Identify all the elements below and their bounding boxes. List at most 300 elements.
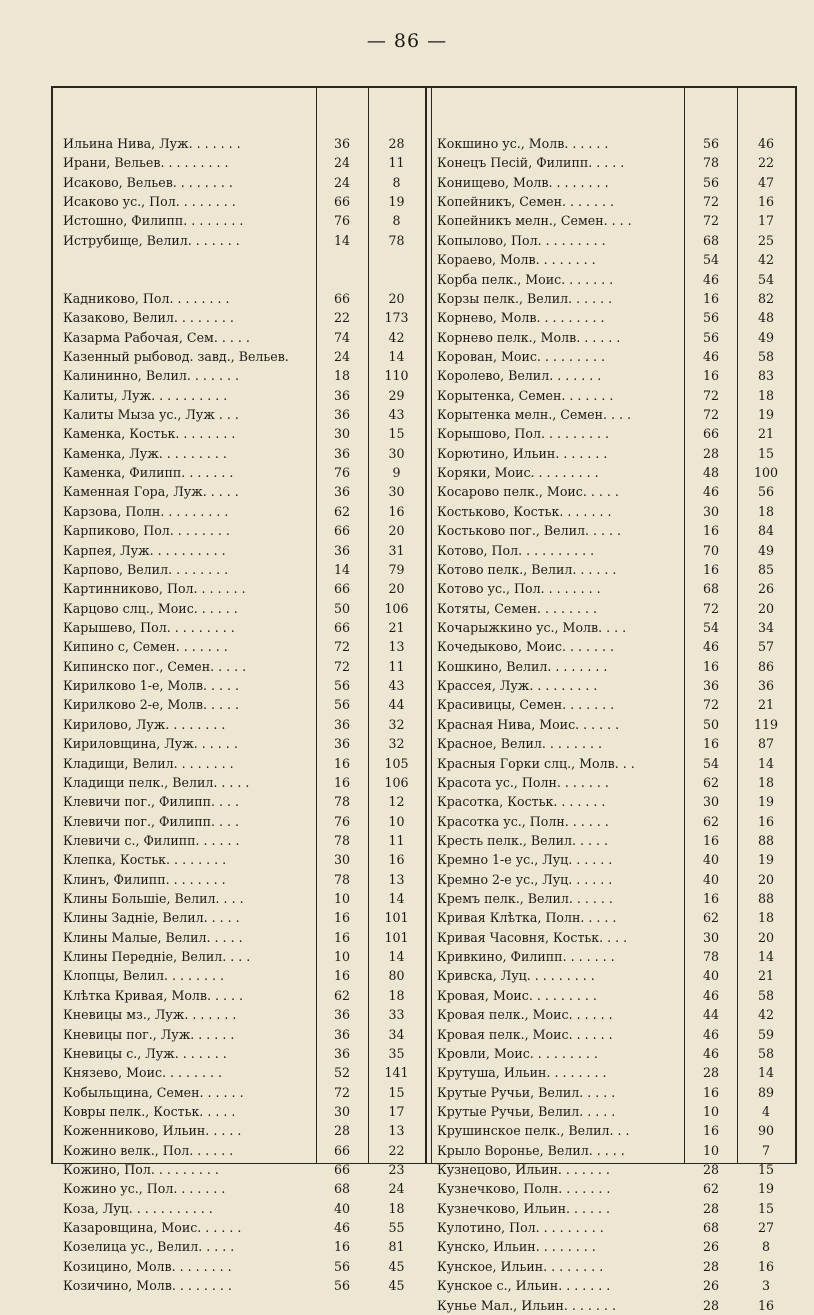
page-ref-a: 36 [333, 136, 351, 151]
table-row [432, 1257, 796, 1276]
page-ref-b: 57 [757, 639, 775, 655]
page-ref-b: 83 [757, 368, 775, 384]
table-row [432, 1102, 796, 1121]
table-row [432, 676, 796, 695]
page-ref-b: 45 [388, 1258, 405, 1274]
table-row [51, 579, 425, 598]
place-name: Корытенка, Семен. . . . . . . [437, 387, 614, 403]
table-row [51, 599, 425, 618]
table-row [432, 405, 796, 424]
page-ref-a: 72 [333, 658, 351, 674]
page-ref-a: 24 [333, 348, 351, 364]
page-ref-b: 84 [757, 523, 775, 539]
table-row [432, 250, 796, 269]
table-row [51, 1044, 425, 1063]
page-ref-a: 30 [333, 426, 351, 442]
page-ref-b: 88 [757, 891, 775, 907]
page-ref-a: 16 [702, 368, 720, 384]
place-name: Кораево, Молв. . . . . . . . [437, 252, 596, 268]
place-name: Кочарыжкино ус., Молв. . . . [437, 619, 627, 635]
page-ref-a: 62 [702, 774, 720, 790]
table-row [432, 192, 796, 211]
page-ref-b: 4 [761, 1103, 770, 1119]
place-name: Кневицы с., Луж. . . . . . . [63, 1045, 227, 1061]
place-name: Красныя Горки слц., Молв. . . [437, 755, 635, 771]
page-ref-b: 20 [388, 581, 405, 597]
table-row [432, 308, 796, 327]
page-ref-b: 21 [757, 426, 775, 442]
place-name: Кровая пелк., Моис. . . . . . [437, 1007, 613, 1023]
page-ref-a: 68 [702, 581, 720, 597]
place-name: Кузнецово, Ильин. . . . . . . [437, 1162, 610, 1178]
place-name: Кремъ пелк., Велил. . . . . . [437, 891, 613, 907]
place-name: Казаровщина, Моис. . . . . . [63, 1220, 242, 1236]
page-ref-b: 88 [757, 832, 775, 848]
page-ref-b: 30 [388, 484, 405, 500]
page-ref-a: 76 [333, 813, 351, 829]
page-ref-b: 18 [388, 1200, 405, 1216]
table-row [432, 1276, 796, 1295]
place-name: Косарово пелк., Моис. . . . . [437, 484, 619, 500]
page-ref-a: 72 [702, 407, 720, 423]
table-row [51, 541, 425, 560]
page-ref-b: 58 [757, 348, 775, 364]
place-name: Красотка, Костьк. . . . . . . [437, 794, 606, 810]
page-ref-a: 36 [333, 484, 351, 500]
table-row [51, 1121, 425, 1140]
table-row [51, 1218, 425, 1237]
table-row [432, 1296, 796, 1315]
table-row [51, 134, 425, 153]
page-ref-a: 16 [333, 910, 351, 926]
table-row [432, 521, 796, 540]
place-name: Кладищи пелк., Велил. . . . . [63, 774, 250, 790]
place-name: Клевичи пог., Филипп. . . . [63, 813, 240, 829]
table-row [432, 1025, 796, 1044]
page-ref-a: 66 [702, 426, 720, 442]
page-ref-a: 16 [702, 891, 720, 907]
place-name: Клопцы, Велил. . . . . . . . [63, 968, 225, 984]
table-row [432, 153, 796, 172]
page-ref-b: 16 [388, 503, 405, 519]
page-ref-a: 22 [333, 310, 351, 326]
place-name: Конецъ Песій, Филипп. . . . . [437, 155, 625, 171]
place-name: Крутые Ручьи, Велил. . . . . [437, 1103, 616, 1119]
page-ref-a: 16 [333, 929, 351, 945]
place-name: Кипинско пог., Семен. . . . . [63, 658, 247, 674]
place-name: Карпея, Луж. . . . . . . . . . [63, 542, 226, 558]
place-name: Кривая Часовня, Костьк. . . . [437, 929, 628, 945]
table-row [51, 1237, 425, 1256]
table-row [432, 1237, 796, 1256]
page-ref-b: 87 [757, 736, 775, 752]
page-ref-a: 28 [702, 1297, 720, 1313]
table-row [432, 773, 796, 792]
place-name: Калининно, Велил. . . . . . . [63, 368, 239, 384]
table-row [51, 173, 425, 192]
page-ref-a: 50 [333, 600, 351, 616]
place-name: Кремно 2-е ус., Луц. . . . . . [437, 871, 613, 887]
table-row [432, 502, 796, 521]
page-ref-b: 11 [388, 832, 405, 848]
place-name: Кириловщина, Луж. . . . . . [63, 736, 238, 752]
table-row [51, 773, 425, 792]
page-ref-a: 36 [333, 736, 351, 752]
page-ref-a: 40 [702, 852, 720, 868]
page-ref-b: 20 [757, 871, 775, 887]
page-ref-a: 46 [702, 348, 720, 364]
page-ref-a: 68 [702, 232, 720, 248]
place-name: Карышево, Пол. . . . . . . . . [63, 619, 235, 635]
table-row [432, 366, 796, 385]
place-name: Кривска, Луц. . . . . . . . . [437, 968, 595, 984]
page-ref-b: 33 [388, 1007, 405, 1023]
table-row [51, 192, 425, 211]
place-name: Каменка, Филипп. . . . . . . [63, 465, 234, 481]
page-ref-a: 16 [702, 1084, 720, 1100]
table-row [432, 211, 796, 230]
place-name: Копейникъ мелн., Семен. . . . [437, 213, 632, 229]
place-name: Крассея, Луж. . . . . . . . . [437, 678, 598, 694]
page-ref-a: 10 [333, 949, 351, 965]
page-ref-a: 16 [702, 736, 720, 752]
page-ref-a: 78 [702, 155, 720, 171]
page-ref-b: 36 [757, 678, 775, 694]
page-ref-a: 56 [333, 678, 351, 694]
page-ref-b: 16 [757, 194, 775, 210]
page-ref-a: 66 [333, 523, 351, 539]
page-ref-b: 14 [388, 891, 405, 907]
table-row [432, 870, 796, 889]
table-row [51, 831, 425, 850]
table-row [51, 657, 425, 676]
page-ref-a: 44 [702, 1007, 720, 1023]
page-ref-a: 46 [702, 639, 720, 655]
place-name: Котово, Пол. . . . . . . . . . [437, 542, 595, 558]
page-ref-b: 13 [388, 639, 405, 655]
page-ref-b: 20 [757, 929, 775, 945]
place-name: Кочедыково, Моис. . . . . . . [437, 639, 614, 655]
page-ref-a: 16 [333, 774, 351, 790]
page-ref-a: 30 [333, 852, 351, 868]
page-ref-a: 36 [333, 1007, 351, 1023]
page-ref-a: 16 [702, 1123, 720, 1139]
place-name: Клинъ, Филипп. . . . . . . . [63, 871, 226, 887]
page-ref-b: 44 [388, 697, 405, 713]
page-ref-a: 54 [702, 252, 720, 268]
page-ref-a: 36 [333, 445, 351, 461]
place-name: Кирилково 2-е, Молв. . . . . [63, 697, 240, 713]
page-ref-b: 106 [384, 774, 409, 790]
table-row [432, 986, 796, 1005]
table-row [432, 1121, 796, 1140]
place-name: Клѣтка Кривая, Молв. . . . . [63, 987, 244, 1003]
place-name: Котяты, Семен. . . . . . . . [437, 600, 598, 616]
page-ref-a: 62 [333, 987, 351, 1003]
page-ref-b: 19 [757, 794, 775, 810]
page-ref-b: 28 [388, 136, 405, 151]
page-ref-b: 56 [757, 484, 775, 500]
page-ref-a: 56 [702, 136, 720, 151]
page-ref-b: 13 [388, 1123, 405, 1139]
page-ref-b: 8 [392, 213, 401, 229]
page-ref-b: 31 [388, 542, 405, 558]
place-name: Коза, Луц. . . . . . . . . . . [63, 1200, 213, 1216]
place-name: Кобыльщина, Семен. . . . . . [63, 1084, 244, 1100]
page-ref-b: 12 [388, 794, 405, 810]
place-name: Красивицы, Семен. . . . . . . [437, 697, 615, 713]
page-ref-b: 34 [757, 619, 775, 635]
page-ref-b: 13 [388, 871, 405, 887]
page-ref-a: 16 [702, 561, 720, 577]
right-column [432, 134, 796, 1315]
page-ref-a: 16 [333, 755, 351, 771]
page-ref-b: 17 [757, 213, 775, 229]
page-ref-a: 56 [702, 310, 720, 326]
place-name: Козелица ус., Велил. . . . . [63, 1239, 235, 1255]
table-row [51, 1276, 425, 1295]
page-ref-b: 18 [757, 503, 775, 519]
table-row [432, 889, 796, 908]
page-ref-b: 55 [388, 1220, 405, 1236]
page-ref-b: 15 [757, 445, 775, 461]
page-ref-b: 18 [757, 387, 775, 403]
page-ref-b: 82 [757, 290, 775, 306]
place-name: Козичино, Молв. . . . . . . . [63, 1278, 232, 1294]
table-row [51, 870, 425, 889]
table-row [51, 405, 425, 424]
page-ref-a: 76 [333, 465, 351, 481]
table-row [51, 328, 425, 347]
page-ref-a: 72 [702, 387, 720, 403]
page-ref-a: 28 [333, 1123, 351, 1139]
page-ref-b: 29 [388, 387, 405, 403]
page-ref-b: 10 [388, 813, 405, 829]
place-name: Исаково ус., Пол. . . . . . . . [63, 194, 236, 210]
page-ref-b: 89 [757, 1084, 775, 1100]
place-name: Кунско, Ильин. . . . . . . . [437, 1239, 596, 1255]
place-name: Корнево, Молв. . . . . . . . . [437, 310, 605, 326]
page-ref-a: 72 [702, 697, 720, 713]
page-ref-a: 46 [702, 271, 720, 287]
page-ref-b: 47 [757, 174, 775, 190]
page-ref-b: 59 [757, 1026, 775, 1042]
page-ref-a: 56 [702, 174, 720, 190]
place-name: Картинниково, Пол. . . . . . . [63, 581, 246, 597]
place-name: Иструбище, Велил. . . . . . . [63, 232, 240, 248]
place-name: Копейникъ, Семен. . . . . . . [437, 194, 615, 210]
page-ref-b: 17 [388, 1103, 405, 1119]
place-name: Коряки, Моис. . . . . . . . . [437, 465, 599, 481]
place-name: Кунское с., Ильин. . . . . . . [437, 1278, 611, 1294]
page-ref-b: 106 [384, 600, 409, 616]
table-row [432, 812, 796, 831]
place-name: Красотка ус., Полн. . . . . . [437, 813, 609, 829]
table-row [51, 889, 425, 908]
table-row [51, 444, 425, 463]
page-ref-a: 78 [333, 871, 351, 887]
table-row [51, 1257, 425, 1276]
table-row [51, 618, 425, 637]
place-name: Конищево, Молв. . . . . . . . [437, 174, 609, 190]
place-name: Крушинское пелк., Велил. . . [437, 1123, 630, 1139]
place-name: Каменка, Костьк. . . . . . . . [63, 426, 236, 442]
table-row [51, 347, 425, 366]
place-name: Красная Нива, Моис. . . . . . [437, 716, 620, 732]
page-ref-b: 22 [757, 155, 775, 171]
page-ref-a: 52 [333, 1065, 351, 1081]
place-name: Карцово слц., Моис. . . . . . [63, 600, 238, 616]
table-row [51, 966, 425, 985]
place-name: Каменная Гора, Луж. . . . . [63, 484, 239, 500]
page-ref-a: 14 [333, 561, 351, 577]
page-ref-b: 27 [757, 1220, 775, 1236]
place-name: Козицино, Молв. . . . . . . . [63, 1258, 232, 1274]
place-name: Коженниково, Ильин. . . . . [63, 1123, 242, 1139]
table-row [432, 134, 796, 153]
table-row [432, 1141, 796, 1160]
page-ref-a: 36 [333, 1045, 351, 1061]
page-ref-b: 85 [757, 561, 775, 577]
page-ref-a: 36 [333, 1026, 351, 1042]
page-ref-a: 74 [333, 329, 351, 345]
page-ref-a: 16 [333, 1239, 351, 1255]
page-ref-b: 48 [757, 310, 775, 326]
table-row [51, 792, 425, 811]
page-ref-b: 9 [392, 465, 401, 481]
page-ref-b: 34 [388, 1026, 405, 1042]
page-ref-a: 28 [702, 1162, 720, 1178]
table-row [432, 908, 796, 927]
table-row [51, 463, 425, 482]
page-ref-a: 46 [702, 1045, 720, 1061]
place-name: Котово ус., Пол. . . . . . . . [437, 581, 601, 597]
page-ref-b: 19 [757, 1181, 775, 1197]
page-ref-b: 58 [757, 987, 775, 1003]
table-row [432, 599, 796, 618]
page-ref-b: 58 [757, 1045, 775, 1061]
page-ref-a: 68 [333, 1181, 351, 1197]
page-ref-b: 14 [757, 949, 775, 965]
place-name: Князево, Моис. . . . . . . . [63, 1065, 223, 1081]
page-ref-a: 30 [702, 503, 720, 519]
page-ref-b: 8 [392, 174, 401, 190]
page-ref-b: 101 [384, 929, 409, 945]
page-ref-a: 18 [333, 368, 351, 384]
page-ref-a: 10 [333, 891, 351, 907]
page-ref-b: 3 [761, 1278, 770, 1294]
table-row [432, 463, 796, 482]
table-row [51, 928, 425, 947]
page-ref-a: 72 [333, 639, 351, 655]
table-row [51, 386, 425, 405]
table-row [51, 986, 425, 1005]
place-name: Казаково, Велил. . . . . . . . [63, 310, 234, 326]
table-row [432, 1044, 796, 1063]
page-ref-a: 10 [702, 1103, 720, 1119]
page-ref-b: 18 [757, 910, 775, 926]
page-ref-b: 86 [757, 658, 775, 674]
page-ref-b: 26 [757, 581, 775, 597]
place-name: Кокшино ус., Молв. . . . . . [437, 136, 609, 151]
table-row [51, 153, 425, 172]
page-ref-b: 7 [761, 1142, 770, 1158]
table-row [432, 928, 796, 947]
page-ref-a: 46 [702, 1026, 720, 1042]
page-ref-a: 66 [333, 194, 351, 210]
table-row [432, 560, 796, 579]
page-ref-a: 48 [702, 465, 720, 481]
page-ref-b: 25 [757, 232, 775, 248]
table-row [432, 231, 796, 250]
place-name: Калиты, Луж. . . . . . . . . . [63, 387, 228, 403]
page-ref-b: 14 [757, 755, 775, 771]
table-row [432, 618, 796, 637]
table-row [432, 1005, 796, 1024]
page-ref-a: 40 [702, 871, 720, 887]
page-ref-a: 16 [702, 523, 720, 539]
page-ref-a: 36 [333, 407, 351, 423]
page-ref-b: 16 [388, 852, 405, 868]
page-ref-b: 16 [757, 813, 775, 829]
place-name: Красота ус., Полн. . . . . . . [437, 774, 609, 790]
place-name: Корован, Моис. . . . . . . . . [437, 348, 605, 364]
table-row [51, 308, 425, 327]
table-row [51, 734, 425, 753]
table-row [432, 579, 796, 598]
page-ref-b: 19 [757, 407, 775, 423]
place-name: Кровая, Моис. . . . . . . . . [437, 987, 597, 1003]
page-ref-b: 45 [388, 1278, 405, 1294]
page-ref-b: 80 [388, 968, 405, 984]
place-name: Крутые Ручьи, Велил. . . . . [437, 1084, 616, 1100]
place-name: Костьково, Костьк. . . . . . . [437, 503, 612, 519]
page-ref-a: 70 [702, 542, 720, 558]
page-ref-a: 62 [333, 503, 351, 519]
page-ref-a: 24 [333, 155, 351, 171]
page-ref-b: 14 [757, 1065, 775, 1081]
page-ref-a: 30 [702, 929, 720, 945]
table-row [51, 1179, 425, 1198]
table-row [432, 831, 796, 850]
page-ref-b: 54 [757, 271, 775, 287]
place-name: Клевичи пог., Филипп. . . . [63, 794, 240, 810]
place-name: Казенный рыбовод. завд., Вельев. [63, 348, 289, 364]
place-name: Клины Передніе, Велил. . . . [63, 949, 251, 965]
table-row [51, 502, 425, 521]
table-row [51, 560, 425, 579]
place-name: Клепка, Костьк. . . . . . . . [63, 852, 227, 868]
page-ref-b: 81 [388, 1239, 405, 1255]
place-name: Кневицы пог., Луж. . . . . . [63, 1026, 235, 1042]
page-ref-a: 56 [702, 329, 720, 345]
table-row [51, 1160, 425, 1179]
table-row [51, 211, 425, 230]
page-ref-a: 46 [702, 987, 720, 1003]
page-ref-b: 15 [757, 1162, 775, 1178]
table-row [432, 1199, 796, 1218]
table-row [51, 695, 425, 714]
page-ref-a: 46 [333, 1220, 351, 1236]
table-row [432, 966, 796, 985]
table-row [432, 541, 796, 560]
page-ref-b: 15 [388, 1084, 405, 1100]
place-name: Кошкино, Велил. . . . . . . . [437, 658, 608, 674]
table-row [51, 1141, 425, 1160]
place-name: Казарма Рабочая, Сем. . . . . [63, 329, 250, 345]
place-name: Кривкино, Филипп. . . . . . . [437, 949, 615, 965]
page-ref-a: 36 [333, 542, 351, 558]
